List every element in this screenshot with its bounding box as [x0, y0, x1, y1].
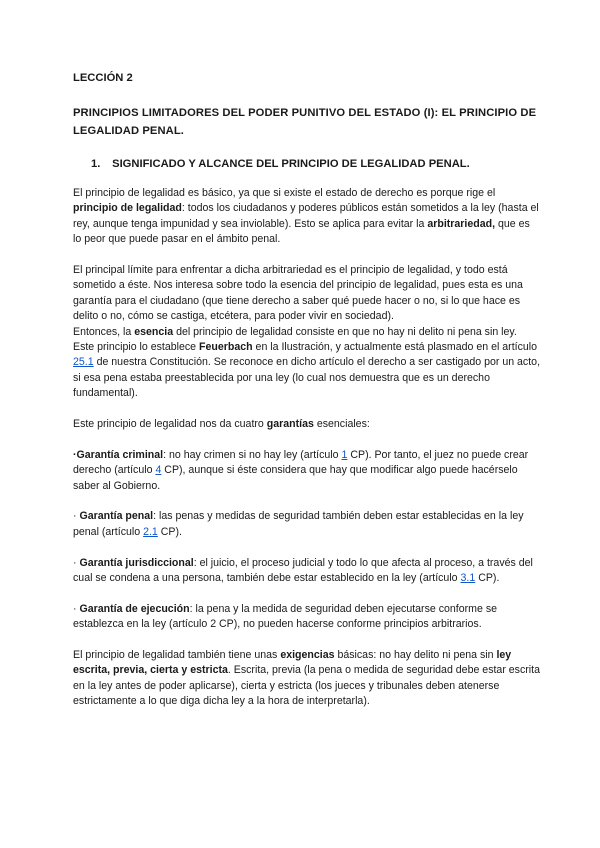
- guarantee-execution: · Garantía de ejecución: la pena y la medida de seguridad deben ejecutarse conforme se establezca en la ley (artículo 2 CP), no pueden hacerse conforme principios arbitrarios.: [73, 602, 498, 631]
- link-article-3-1[interactable]: 3.1: [460, 572, 476, 585]
- paragraph-intro: El principio de legalidad es básico, ya que si existe el estado de derecho es porque rige el principio de legalidad: todos los ciudadanos y poderes públicos están sometidos a la ley (hasta el rey, aunque tenga impunidad y sea inviolable). Esto se aplica para evitar la arbitrariedad, que es lo peor que puede pasar en el ámbito penal.: [73, 187, 539, 246]
- chapter-title: PRINCIPIOS LIMITADORES DEL PODER PUNITIVO DEL ESTADO (I): EL PRINCIPIO DE LEGALIDAD PENAL.: [73, 107, 537, 137]
- guarantee-jurisdictional: · Garantía jurisdiccional: el juicio, el proceso judicial y todo lo que afecta al proceso, a través del cual se condena a una persona, también debe estar establecido en la ley (artículo 3.1 CP).: [73, 556, 533, 585]
- lesson-title: LECCIÓN 2: [73, 72, 133, 84]
- link-article-25-1[interactable]: 25.1: [73, 356, 94, 369]
- section-number: 1.: [91, 158, 101, 170]
- guarantee-penal: · Garantía penal: las penas y medidas de seguridad también deben estar establecidas en la ley penal (artículo 2.1 CP).: [73, 510, 524, 538]
- paragraph-requirements: El principio de legalidad también tiene unas exigencias básicas: no hay delito ni pena sin ley escrita, previa, cierta y estricta. Escrita, previa (la pena o medida de seguridad debe estar escrita en la ley antes de poder aplicarse), cierta y estricta (los jueces y tribunales deben atenerse estrictamente a lo que diga dicha ley a la hora de interpretarla).: [73, 649, 540, 708]
- paragraph-limit: El principal límite para enfrentar a dicha arbitrariedad es el principio de legalidad, y todo está sometido a éste. Nos interesa sobre todo la esencia del principio de legalidad, pues esta es una garantía para el ciudadano (que tiene derecho a saber qué puede hacer o no, si lo que hace es delito o no, cómo se castiga, etcétera, para poder vivir en sociedad).: [73, 264, 523, 323]
- document-body: [73, 186, 540, 710]
- link-article-2-1[interactable]: 2.1: [143, 525, 158, 538]
- section-heading: [91, 156, 540, 172]
- paragraph-guarantees-intro: Este principio de legalidad nos da cuatro garantías esenciales:: [73, 418, 370, 431]
- guarantee-criminal: ·Garantía criminal: no hay crimen si no hay ley (artículo 1 CP). Por tanto, el juez no puede crear derecho (artículo 4 CP), aunque si éste considera que hay que modificar algo puede hacérselo saber al Gobierno.: [73, 448, 529, 492]
- section-title: SIGNIFICADO Y ALCANCE DEL PRINCIPIO DE LEGALIDAD PENAL.: [112, 158, 470, 170]
- paragraph-essence: Entonces, la esencia del principio de legalidad consiste en que no hay ni delito ni pena sin ley. Este principio lo establece Feuerbach en la Ilustración, y actualmente está plasmado en el artículo 25.1 de nuestra Constitución. Se reconoce en dicho artículo el derecho a ser castigado por un acto, si esa pena estaba preestablecida por una ley (lo cual nos demuestra que es un derecho fundamental).: [73, 325, 541, 400]
- link-article-4[interactable]: 4: [155, 464, 162, 477]
- link-article-1[interactable]: 1: [341, 448, 348, 461]
